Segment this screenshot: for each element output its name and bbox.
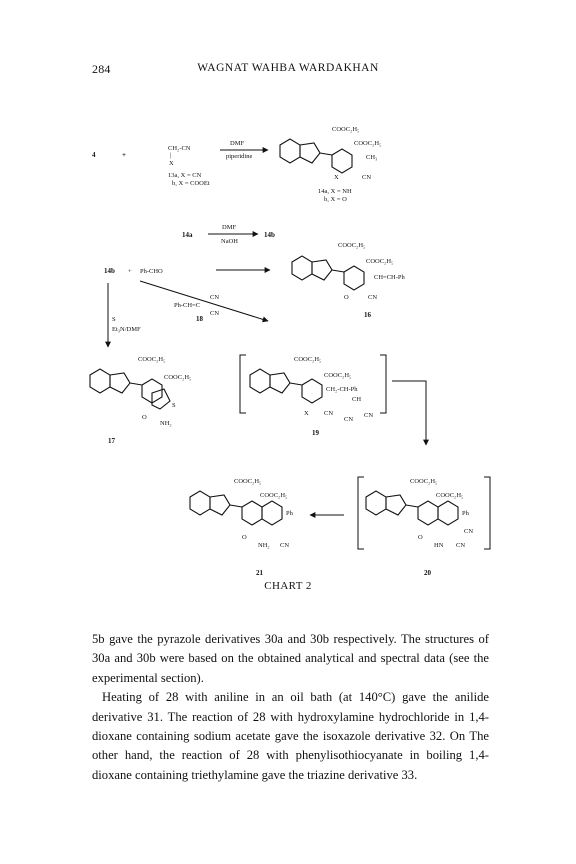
- label-14b-to: 14b: [264, 231, 275, 239]
- reaction-row-7: [190, 478, 294, 577]
- ring-21: [262, 501, 282, 525]
- reaction-row-3: [104, 242, 406, 319]
- page-number: 284: [92, 62, 111, 76]
- ester-17a: COOC₂H₅: [138, 356, 166, 363]
- cond-dmf: DMF: [230, 140, 245, 147]
- x-19: X: [304, 410, 309, 417]
- bracket-right-20: [484, 477, 490, 549]
- structure-17: [90, 369, 162, 403]
- p1-line-3: (see the experimental section).: [92, 651, 489, 685]
- ester-17b: COOC₂H₅: [164, 374, 192, 381]
- reagent-x: X: [169, 160, 174, 167]
- structure-16: [292, 256, 364, 290]
- p2-line-5: 1,4-dioxane containing triethylamine gave the triazine derivative 33.: [92, 748, 489, 782]
- label-20: 20: [424, 569, 431, 577]
- label-16: 16: [364, 311, 371, 319]
- bracket-left-20: [358, 477, 364, 549]
- p1-line-1: 5b gave the pyrazole derivatives 30a and 30b respectively. The structures: [92, 632, 474, 646]
- structure-14: [280, 139, 352, 173]
- side-16: CH=CH-Ph: [374, 274, 405, 281]
- side-19: CH₂-CH-Ph: [326, 386, 358, 393]
- label-13b: b, X = COOEt: [172, 180, 210, 187]
- compound-4-label: 4: [92, 151, 96, 159]
- reaction-row-4: [140, 281, 268, 323]
- label-14b-start: 14b: [104, 267, 115, 275]
- structure-21: [190, 491, 262, 525]
- arrow-r4: [140, 281, 268, 321]
- bracket-left-19: [240, 355, 246, 413]
- cond-piperidine: piperidine: [226, 153, 253, 160]
- intermediate-19: [240, 355, 426, 445]
- scheme-caption: CHART 2: [264, 580, 312, 592]
- arrow-r6: [392, 381, 426, 445]
- cn-19a: CN: [324, 410, 334, 417]
- paragraph-2: [92, 688, 489, 785]
- ester-20b: COOC₂H₅: [436, 492, 464, 499]
- cn-19c: CN: [364, 412, 374, 419]
- cn-21: CN: [280, 542, 290, 549]
- p2-line-1: Heating of 28 with aniline in an oil bath (at 140°C) gave the anilide: [102, 690, 489, 705]
- cn-14: CN: [362, 174, 372, 181]
- cn-18a: CN: [210, 294, 220, 301]
- reagent-benzylidene: Ph-CH=C: [174, 302, 201, 309]
- label-21: 21: [256, 569, 263, 577]
- s-17: S: [172, 402, 176, 409]
- thiophene-17: [152, 389, 170, 409]
- ester-14a: COOC₂H₅: [332, 126, 360, 133]
- p2-line-2: derivative 31. The reaction of 28 with hydroxylamine hydrochloride in: [92, 709, 465, 724]
- p2-line-4: On The other hand, the reaction of 28 with phenylisothiocyanate in boiling: [92, 729, 489, 763]
- reagent-phcho: Ph-CHO: [140, 268, 163, 275]
- label-14b: b, X = O: [324, 196, 347, 203]
- ester-21b: COOC₂H₅: [260, 492, 288, 499]
- o-20: O: [418, 534, 423, 541]
- reagent-ch2cn: CH₂-CN: [168, 145, 191, 152]
- reaction-row-1: [92, 126, 381, 203]
- structure-20: [366, 491, 438, 525]
- ester-19b: COOC₂H₅: [324, 372, 352, 379]
- ester-21a: COOC₂H₅: [234, 478, 262, 485]
- label-13a: 13a, X = CN: [168, 172, 202, 179]
- plus-sign: +: [122, 151, 126, 159]
- cond-et3n: Et₃N/DMF: [112, 326, 141, 333]
- o-17: O: [142, 414, 147, 421]
- intermediate-20: [358, 477, 490, 577]
- nh2-17: NH₂: [160, 420, 172, 427]
- cn-20a: CN: [464, 528, 474, 535]
- hn-20: HN: [434, 542, 444, 549]
- structure-19: [250, 369, 322, 403]
- p1-line-2: of 30a and 30b were based on the obtained analytical and spectral data: [92, 632, 489, 666]
- ester-16b: COOC₂H₅: [366, 258, 394, 265]
- ch3-14: CH₃: [366, 154, 378, 161]
- ch-19: CH: [352, 396, 362, 403]
- cn-20b: CN: [456, 542, 466, 549]
- scheme-svg: [80, 95, 500, 615]
- label-14a-from: 14a: [182, 231, 193, 239]
- ester-20a: COOC₂H₅: [410, 478, 438, 485]
- label-18: 18: [196, 315, 203, 323]
- ester-19a: COOC₂H₅: [294, 356, 322, 363]
- label-19: 19: [312, 429, 319, 437]
- o-16: O: [344, 294, 349, 301]
- bracket-right-19: [380, 355, 386, 413]
- reagent-bond: |: [170, 152, 172, 159]
- o-21: O: [242, 534, 247, 541]
- nh2-21: NH₂: [258, 542, 270, 549]
- reaction-scheme: [80, 95, 500, 615]
- ph-21: Ph: [286, 510, 293, 517]
- x-14: X: [334, 174, 339, 181]
- cn-18b: CN: [210, 310, 220, 317]
- cond-naoh: NaOH: [221, 238, 238, 245]
- cn-19b: CN: [344, 416, 354, 423]
- label-17: 17: [108, 437, 115, 445]
- body-text: [92, 630, 489, 785]
- ph-20: Ph: [462, 510, 469, 517]
- cn-16: CN: [368, 294, 378, 301]
- plus-sign-2: +: [128, 268, 132, 275]
- cond-dmf-2: DMF: [222, 224, 237, 231]
- paragraph-1: [92, 630, 489, 688]
- cond-sulfur: S: [112, 316, 116, 323]
- ester-14b: COOC₂H₅: [354, 140, 382, 147]
- ester-16a: COOC₂H₅: [338, 242, 366, 249]
- p2-line-3: 1,4-dioxane containing sodium acetate gave the isoxazole derivative 32.: [92, 709, 489, 744]
- reaction-row-2: [182, 224, 275, 245]
- label-14a: 14a, X = NH: [318, 188, 352, 195]
- ring-20: [438, 501, 458, 525]
- running-head: WAGNAT WAHBA WARDAKHAN: [197, 62, 379, 74]
